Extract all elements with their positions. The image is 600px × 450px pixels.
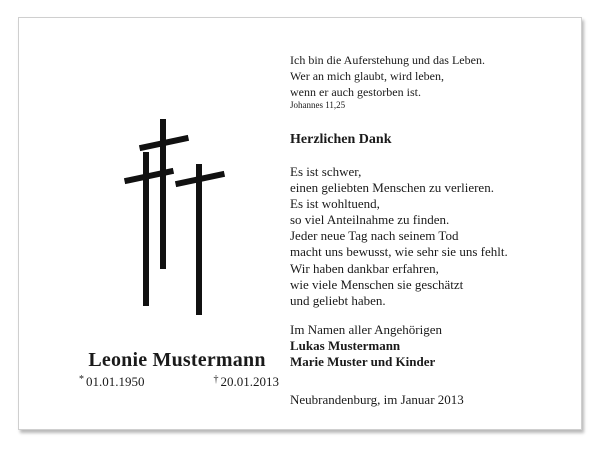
birth-date [79,374,145,390]
poem-line: so viel Anteilnahme zu finden. [290,212,450,228]
signature-name: Marie Muster und Kinder [290,354,436,370]
poem-line: Es ist wohltuend, [290,196,380,212]
poem-line: einen geliebten Menschen zu verlieren. [290,180,494,196]
quote-line: Wer an mich glaubt, wird leben, [290,69,444,83]
place-and-date: Neubrandenburg, im Januar 2013 [290,392,464,408]
poem-line: Es ist schwer, [290,164,362,179]
death-symbol: † [213,374,219,385]
bible-quote [290,52,560,111]
poem [290,164,560,309]
poem-line: Jeder neue Tag nach seinem Tod [290,228,459,244]
thanks-heading: Herzlichen Dank [290,132,392,147]
signature-intro: Im Namen aller Angehörigen [290,321,442,337]
poem-line: macht uns bewusst, wie sehr sie uns fehlt. [290,244,508,260]
poem-line: Wir haben dankbar erfahren, [290,260,439,276]
deceased-name: Leonie Mustermann [88,349,266,371]
signature-name: Lukas Mustermann [290,338,401,354]
signature-block [290,322,560,371]
three-crosses-icon [123,119,229,315]
quote-line: wenn er auch gestorben ist. [290,85,421,99]
birth-symbol: * [79,374,84,385]
death-date [214,374,280,390]
death-date-value: 20.01.2013 [220,374,279,389]
life-dates [79,374,279,390]
text-column [290,52,560,408]
poem-line: und geliebt haben. [290,292,386,308]
birth-date-value: 01.01.1950 [86,374,145,389]
quote-line: Ich bin die Auferstehung und das Leben. [290,53,485,67]
poem-line: wie viele Menschen sie geschätzt [290,276,464,292]
quote-reference: Johannes 11,25 [290,100,346,110]
